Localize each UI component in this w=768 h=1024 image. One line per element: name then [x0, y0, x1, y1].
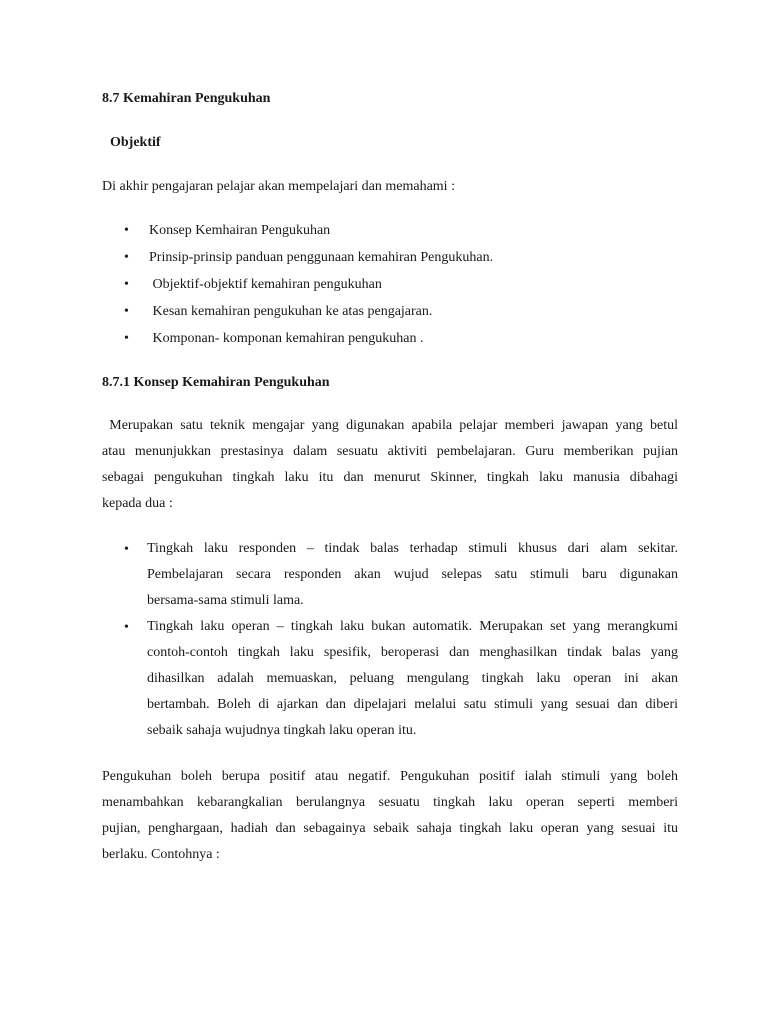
list-item: Kesan kemahiran pengukuhan ke atas pengajaran.: [149, 304, 433, 319]
paragraph-line: bertambah. Boleh di ajarkan dan dipelajari melalui satu stimuli yang sesuai dan diberi: [147, 697, 678, 712]
paragraph-line: Merupakan satu teknik mengajar yang digunakan apabila pelajar memberi jawapan yang betul: [102, 418, 678, 433]
paragraph-line: sebaik sahaja wujudnya tingkah laku operan itu.: [147, 723, 417, 738]
bullet-icon: •: [124, 620, 129, 635]
paragraph-line: contoh-contoh tingkah laku spesifik, beroperasi dan menghasilkan tindak balas yang: [147, 645, 678, 660]
paragraph-line: dihasilkan adalah memuaskan, peluang mengulang tingkah laku operan ini akan: [147, 671, 678, 686]
bullet-icon: •: [124, 542, 129, 557]
paragraph-line: sebagai pengukuhan tingkah laku itu dan menurut Skinner, tingkah laku manusia dibahagi: [102, 470, 678, 485]
paragraph-line: kepada dua :: [102, 496, 173, 511]
bullet-icon: •: [124, 223, 129, 238]
paragraph-line: Tingkah laku responden – tindak balas terhadap stimuli khusus dari alam sekitar.: [147, 541, 678, 556]
behaviour-responden: [147, 536, 678, 614]
intro-text: Di akhir pengajaran pelajar akan mempelajari dan memahami :: [102, 179, 455, 194]
paragraph-line: pujian, penghargaan, hadiah dan sebagainya sebaik sahaja tingkah laku operan yang sesuai itu: [102, 821, 678, 836]
paragraph-line: menambahkan kebarangkalian berulangnya sesuatu tingkah laku operan seperti memberi: [102, 795, 678, 810]
list-item: Komponan- komponan kemahiran pengukuhan .: [149, 331, 424, 346]
paragraph-line: atau menunjukkan prestasinya dalam sesuatu aktiviti pembelajaran. Guru memberikan pujian: [102, 444, 678, 459]
section-heading: 8.7 Kemahiran Pengukuhan: [102, 91, 271, 106]
behaviour-operan: [147, 614, 678, 744]
bullet-icon: •: [124, 331, 129, 346]
paragraph-konsep: [102, 413, 678, 517]
list-item: Prinsip-prinsip panduan penggunaan kemahiran Pengukuhan.: [149, 250, 494, 265]
list-item: Objektif-objektif kemahiran pengukuhan: [149, 277, 382, 292]
bullet-icon: •: [124, 304, 129, 319]
list-item: Konsep Kemhairan Pengukuhan: [149, 223, 331, 238]
paragraph-line: Pembelajaran secara responden akan wujud selepas satu stimuli baru digunakan: [147, 567, 678, 582]
objective-heading: Objektif: [110, 135, 161, 150]
subsection-heading: 8.7.1 Konsep Kemahiran Pengukuhan: [102, 375, 330, 390]
paragraph-line: berlaku. Contohnya :: [102, 847, 220, 862]
bullet-icon: •: [124, 277, 129, 292]
paragraph-pengukuhan: [102, 764, 678, 868]
paragraph-line: Pengukuhan boleh berupa positif atau negatif. Pengukuhan positif ialah stimuli yang boleh: [102, 769, 678, 784]
paragraph-line: bersama-sama stimuli lama.: [147, 593, 304, 608]
bullet-icon: •: [124, 250, 129, 265]
paragraph-line: Tingkah laku operan – tingkah laku bukan automatik. Merupakan set yang merangkumi: [147, 619, 678, 634]
